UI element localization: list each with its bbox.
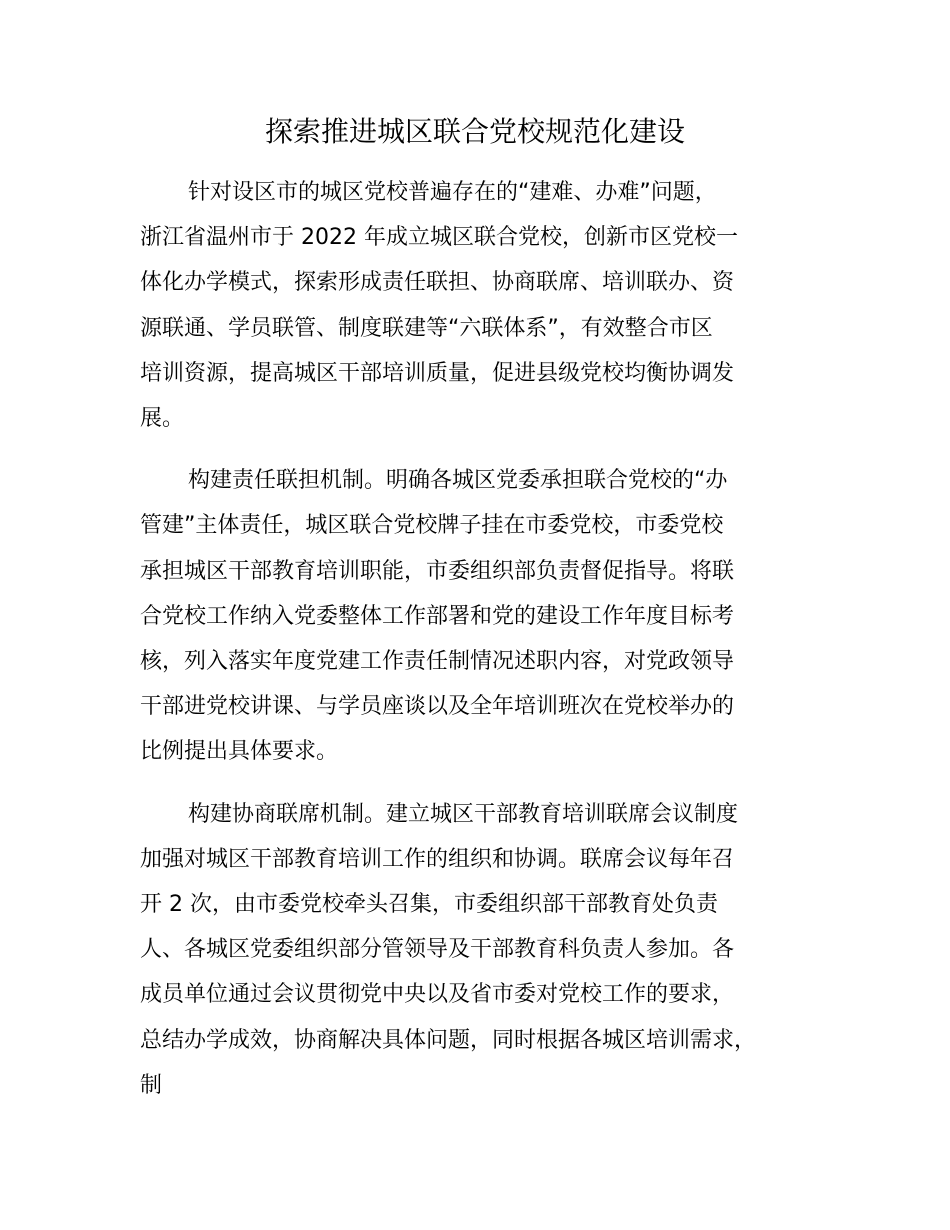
text-line: 针对设区市的城区党校普遍存在的“建难、办难”问题， xyxy=(188,180,717,205)
text-line: 成员单位通过会议贯彻党中央以及省市委对党校工作的要求， xyxy=(140,982,735,1008)
text-line: 核，列入落实年度党建工作责任制情况述职内容，对党政领导 xyxy=(140,649,735,675)
paragraph-responsibility xyxy=(140,458,836,774)
text-line: 合党校工作纳入党委整体工作部署和党的建设工作年度目标考 xyxy=(140,603,735,629)
paragraph-consultation xyxy=(140,792,836,1108)
text-line: 源联通、学员联管、制度联建等“六联体系”，有效整合市区 xyxy=(140,315,713,341)
text-line: 人、各城区党委组织部分管领导及干部教育科负责人参加。各 xyxy=(140,937,735,963)
document-body xyxy=(140,170,836,1125)
paragraph-intro xyxy=(140,170,836,441)
text-line: 培训资源，提高城区干部培训质量，促进县级党校均衡协调发 xyxy=(140,360,735,386)
text-line: 构建协商联席机制。建立城区干部教育培训联席会议制度 xyxy=(188,801,739,827)
text-line: 体化办学模式，探索形成责任联担、协商联席、培训联办、资 xyxy=(140,270,735,296)
text-line: 总结办学成效，协商解决具体问题，同时根据各城区培训需求， xyxy=(140,1027,757,1053)
text-line: 展。 xyxy=(140,406,185,432)
text-line: 加强对城区干部教育培训工作的组织和协调。联席会议每年召 xyxy=(140,846,735,872)
text-line: 构建责任联担机制。明确各城区党委承担联合党校的“办 xyxy=(188,468,728,494)
text-line: 比例提出具体要求。 xyxy=(140,739,339,765)
text-line: 制 xyxy=(140,1072,163,1098)
text-line: 干部进党校讲课、与学员座谈以及全年培训班次在党校举办的 xyxy=(140,694,735,720)
document-title: 探索推进城区联合党校规范化建设 xyxy=(264,115,685,148)
text-line: 开 2 次，由市委党校牵头召集，市委组织部干部教育处负责 xyxy=(140,892,718,918)
text-line: 承担城区干部教育培训职能，市委组织部负责督促指导。将联 xyxy=(140,558,735,584)
text-line: 管建”主体责任，城区联合党校牌子挂在市委党校，市委党校 xyxy=(140,513,724,539)
text-line: 浙江省温州市于 2022 年成立城区联合党校，创新市区党校一 xyxy=(140,225,738,251)
